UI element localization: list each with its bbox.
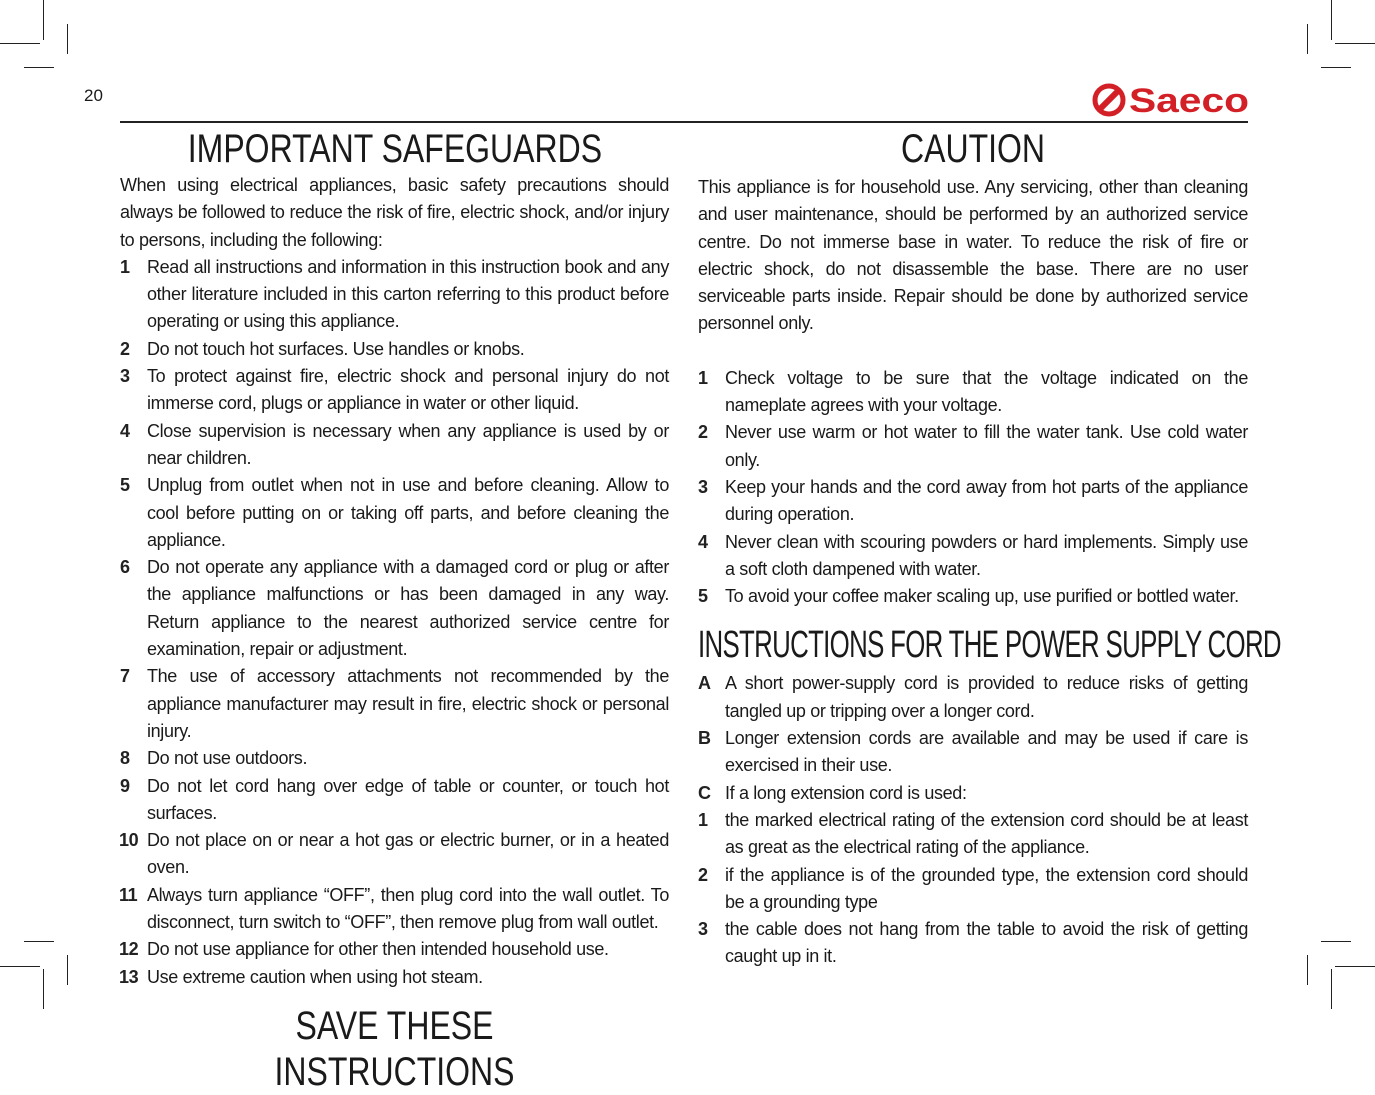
list-item: 7 The use of accessory attachments not recommended by the appliance manufacturer may result in fire, electric shock or personal injury. bbox=[120, 666, 669, 741]
list-item: 2 if the appliance is of the grounded type, the extension cord should be a grounding type bbox=[698, 864, 1248, 912]
list-item: B Longer extension cords are available and may be used if care is exercised in their use. bbox=[698, 728, 1248, 776]
crop-mark bbox=[1307, 24, 1308, 54]
crop-mark bbox=[1321, 941, 1351, 942]
crop-mark bbox=[43, 969, 44, 1009]
list-item: 13 Use extreme caution when using hot steam. bbox=[119, 966, 483, 987]
crop-mark bbox=[1307, 955, 1308, 985]
list-item: 3 the cable does not hang from the table to avoid the risk of getting caught up in it. bbox=[698, 919, 1248, 967]
power-cord-list bbox=[698, 670, 1248, 806]
list-item: 2 Never use warm or hot water to fill the water tank. Use cold water only. bbox=[698, 422, 1248, 470]
page-number: 20 bbox=[84, 86, 103, 105]
list-item: 3 Keep your hands and the cord away from hot parts of the appliance during operation. bbox=[698, 476, 1248, 525]
list-item: 1 Read all instructions and information in this instruction book and any other literature included in this carton referring to this product before operating or using this appliance. bbox=[120, 256, 669, 332]
crop-mark bbox=[24, 67, 54, 68]
list-item: 5 To avoid your coffee maker scaling up, use purified or bottled water. bbox=[698, 586, 1239, 607]
list-item: 8 Do not use outdoors. bbox=[120, 748, 308, 769]
crop-mark bbox=[0, 43, 40, 44]
crop-mark bbox=[67, 955, 68, 985]
crop-mark bbox=[24, 941, 54, 942]
list-item: A A short power-supply cord is provided to reduce risks of getting tangled up or tripping over a longer cord. bbox=[698, 673, 1248, 721]
list-item: 1 Check voltage to be sure that the voltage indicated on the nameplate agrees with your voltage. bbox=[698, 367, 1248, 416]
crop-mark bbox=[1331, 0, 1332, 40]
crop-mark bbox=[1335, 966, 1375, 967]
crop-mark bbox=[1321, 67, 1351, 68]
crop-mark bbox=[1335, 43, 1375, 44]
crop-mark bbox=[0, 966, 40, 967]
list-item: 1 the marked electrical rating of the extension cord should be at least as great as the electrical rating of the appliance. bbox=[698, 809, 1248, 858]
crop-mark bbox=[1331, 969, 1332, 1009]
extension-cord-sublist bbox=[698, 807, 1248, 971]
caution-column bbox=[698, 126, 1281, 971]
spacer bbox=[698, 338, 1248, 365]
list-item: 3 To protect against fire, electric shock and personal injury do not immerse cord, plugs or appliance in water or other liquid. bbox=[120, 366, 669, 414]
list-item: 9 Do not let cord hang over edge of table or counter, or touch hot surfaces. bbox=[120, 775, 669, 823]
list-item: 12 Do not use appliance for other then intended household use. bbox=[119, 939, 609, 960]
safeguards-intro: When using electrical appliances, basic safety precautions should always be followed to reduce the risk of fire, electric shock, and/or injury to persons, including the following: bbox=[120, 175, 669, 250]
list-item: 11 Always turn appliance “OFF”, then plug cord into the wall outlet. To disconnect, turn switch to “OFF”, then remove plug from wall outlet. bbox=[119, 884, 669, 933]
saeco-logo-wordmark: Saeco bbox=[1129, 82, 1249, 118]
saeco-logo bbox=[1092, 82, 1250, 118]
safeguards-list bbox=[120, 254, 669, 991]
list-item: 4 Close supervision is necessary when any appliance is used by or near children. bbox=[120, 420, 669, 468]
list-item: C If a long extension cord is used: bbox=[698, 782, 967, 803]
list-item: 6 Do not operate any appliance with a damaged cord or plug or after the appliance malfunctions or has been damaged in any way. Return appliance to the nearest authorized service centre for examination, repair or adjustment. bbox=[120, 557, 669, 660]
list-item: 4 Never clean with scouring powders or hard implements. Simply use a soft cloth dampened with water. bbox=[698, 531, 1248, 579]
safeguards-column bbox=[120, 126, 669, 1095]
list-item: 10 Do not place on or near a hot gas or electric burner, or in a heated oven. bbox=[119, 830, 669, 878]
list-item: 5 Unplug from outlet when not in use and before cleaning. Allow to cool before putting on or taking off parts, and before cleaning the appliance. bbox=[120, 475, 669, 550]
save-instructions-heading: SAVE THESE INSTRUCTIONS bbox=[274, 1003, 515, 1094]
crop-mark bbox=[43, 0, 44, 40]
safeguards-heading: IMPORTANT SAFEGUARDS bbox=[187, 127, 602, 171]
caution-heading: CAUTION bbox=[901, 127, 1045, 171]
power-cord-heading: INSTRUCTIONS FOR THE POWER SUPPLY CORD bbox=[698, 624, 1281, 667]
crop-mark bbox=[67, 24, 68, 54]
caution-list bbox=[698, 365, 1248, 611]
list-item: 2 Do not touch hot surfaces. Use handles or knobs. bbox=[120, 338, 525, 359]
header-rule bbox=[120, 121, 1248, 123]
saeco-logo-mark bbox=[1095, 86, 1123, 114]
caution-intro: This appliance is for household use. Any servicing, other than cleaning and user maintenance, should be performed by an authorized service centre. Do not immerse base in water. To reduce the risk of fire or electric shock, do not disassemble the base. There are no user serviceable parts inside. Repair should be done by authorized service personnel only. bbox=[698, 177, 1248, 334]
